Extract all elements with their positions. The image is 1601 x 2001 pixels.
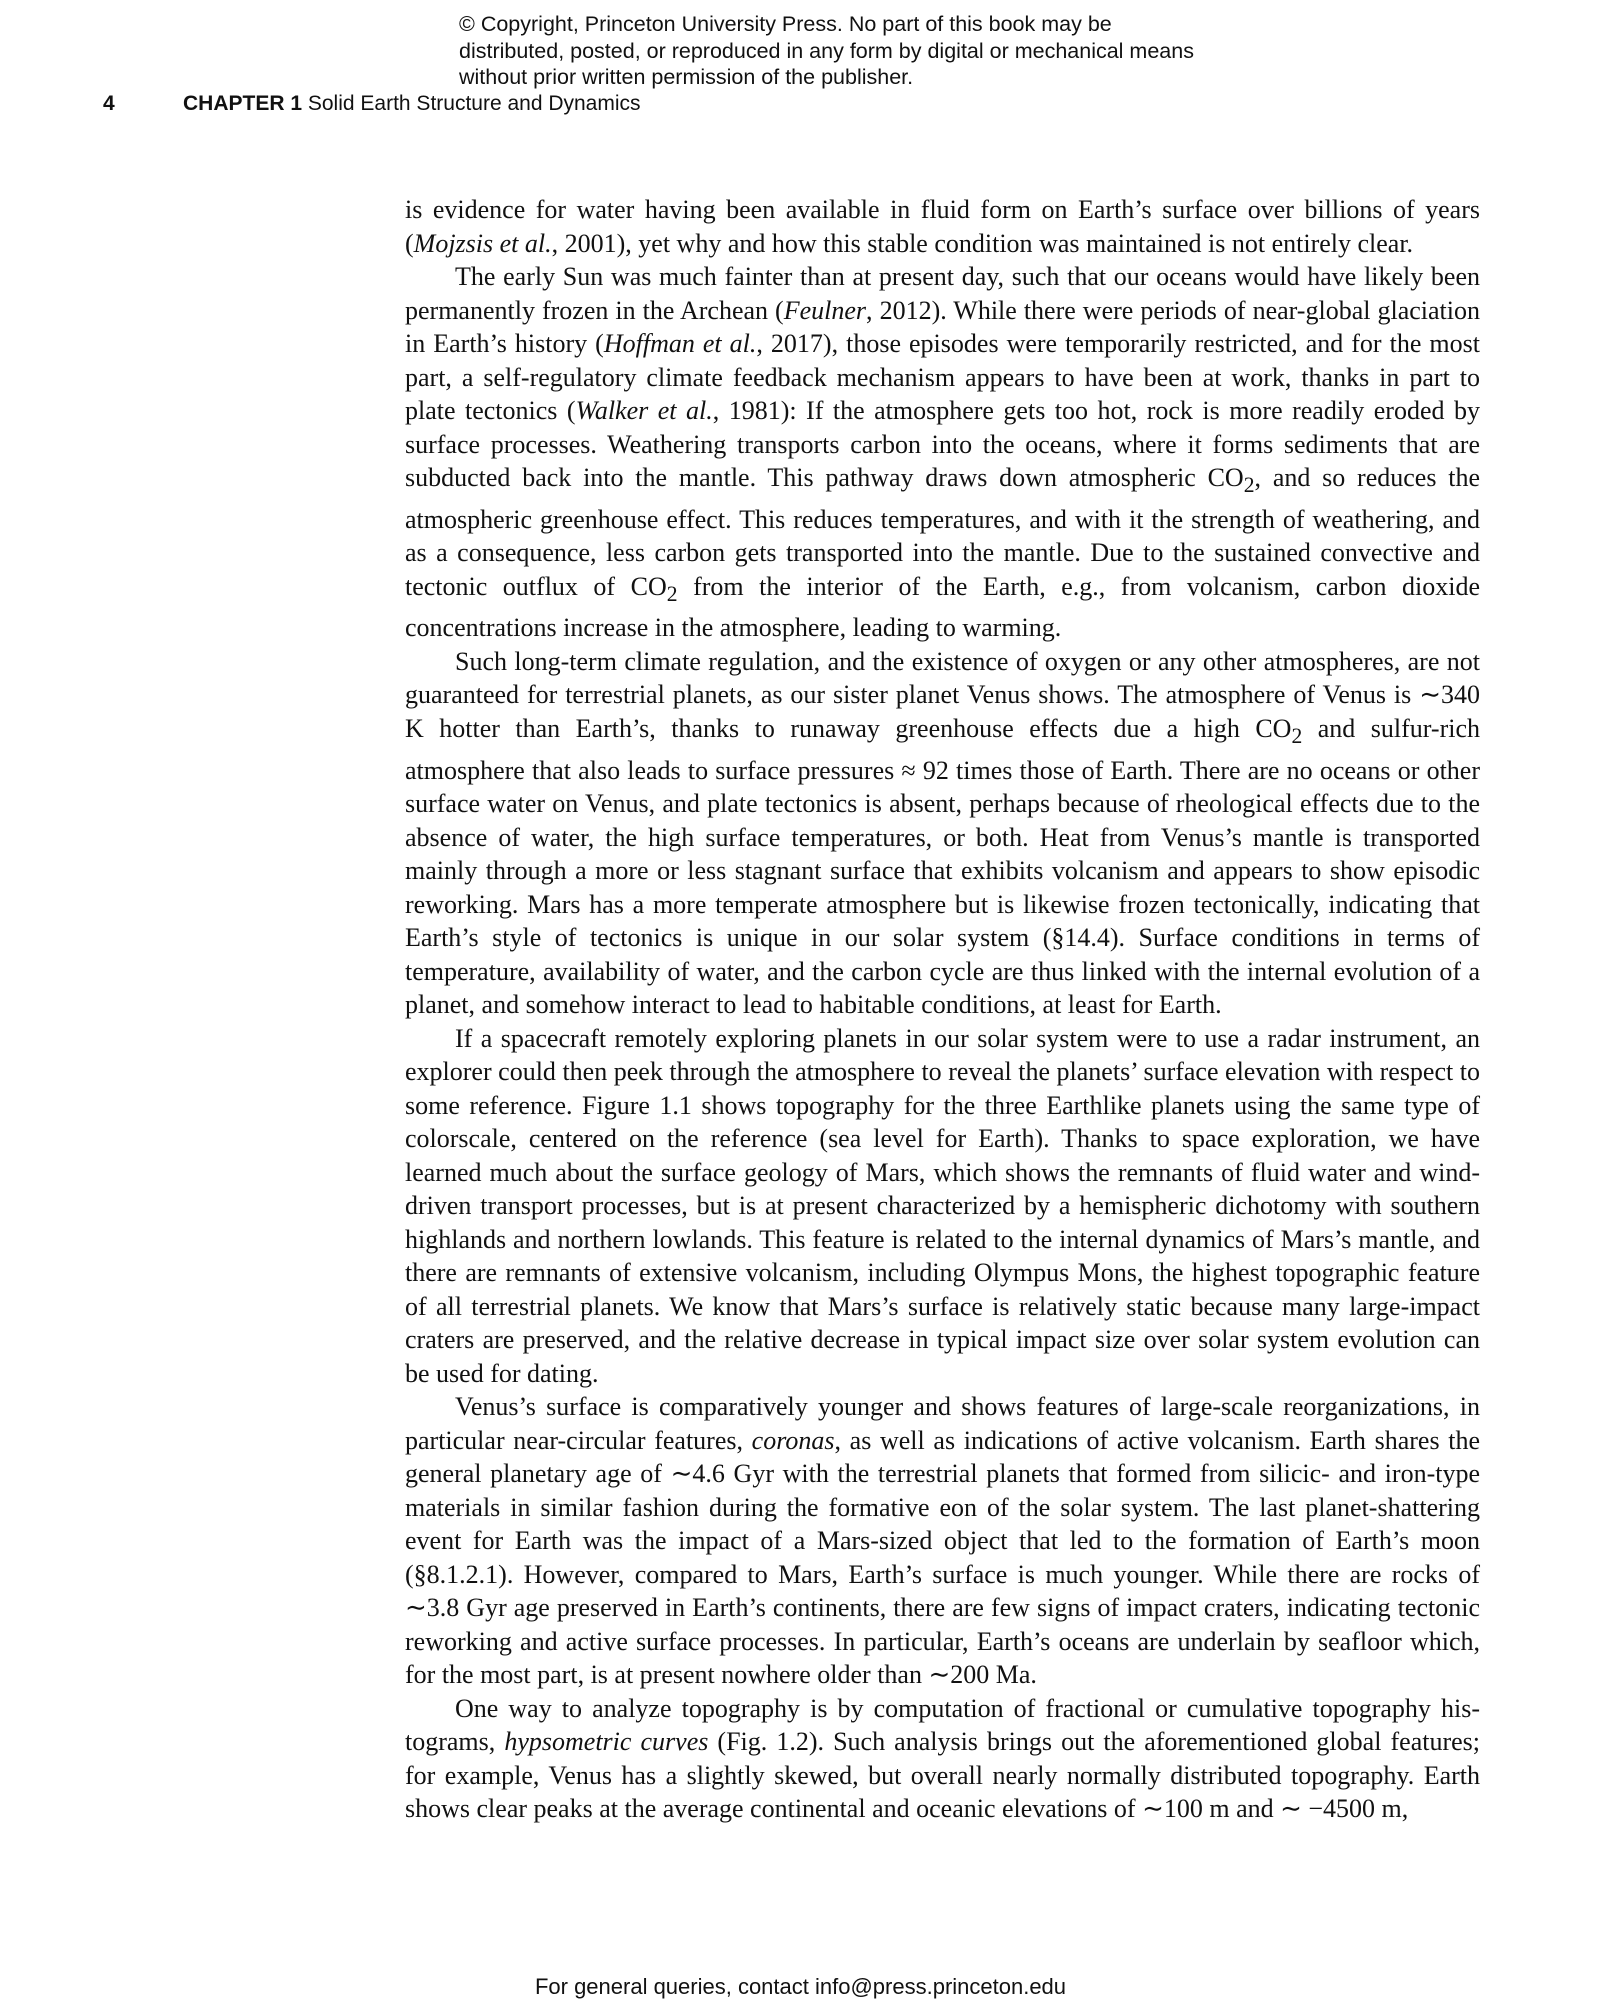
paragraph-6: One way to analyze topography is by computation of fractional or cumulative topography histograms, hypsometric curves (Fig. 1.2). Such analysis brings out the aforementioned global features; for example, Venus has a slightly skewed, but overall nearly normally distributed topography. Earth shows clear peaks at the average continental and oceanic elevations of ∼100 m and ∼ −4500 m, [405, 1693, 1481, 1824]
paragraph-1: is evidence for water having been available in fluid form on Earth’s surface over billions of years (Mojzsis et al., 2001), yet why and how this stable condition was maintained is not entirely clear. [405, 195, 1480, 258]
subscript: 2 [1243, 473, 1255, 498]
paragraph-2: The early Sun was much fainter than at present day, such that our oceans would have likely been permanently frozen in the Archean (Feulner, 2012). While there were periods of near-global glaciation in Earth’s history (Hoffman et al., 2017), those episodes were temporarily restricted, and for the most part, a self-regulatory climate feedback mechanism appears to have been at work, thanks in part to plate tectonics (Walker et al., 1981): If the atmosphere gets too hot, rock is more readily eroded by surface processes. Weathering transports carbon into the oceans, where it forms sediments that are subducted back into the mantle. This pathway draws down atmospheric $CO_2$, and so reduces the atmospheric greenhouse effect. This reduces temperatures, and with it the strength of weathering, and as a consequence, less carbon gets transported into the mantle. Due to the sustained convective and tectonic outflux of $CO_2$ from the interior of the Earth, e.g., from volcanism, carbon dioxide concentrations increase in the atmosphere, leading to warming. [405, 262, 1480, 643]
citation: Feulner [783, 295, 867, 325]
body-text [405, 193, 1480, 1826]
chapter-label: CHAPTER 1 [183, 92, 303, 115]
citation: Hoffman et al. [603, 329, 757, 358]
running-head [183, 91, 641, 117]
footer-contact: For general queries, contact info@press.princeton.edu [534, 1974, 1067, 1999]
paragraph-5: Venus’s surface is comparatively younger and shows features of large-scale reorganizations, in particular near-circular features, coronas, as well as indications of active volcanism. Earth shares the general planetary age of ∼4.6 Gyr with the terrestrial planets that formed from silicic- and iron-type materials in similar fashion during the formative eon of the solar system. The last planet-shattering event for Earth was the impact of a Mars-sized object that led to the formation of Earth’s moon (§8.1.2.1). However, compared to Mars, Earth’s surface is much younger. While there are rocks of ∼3.8 Gyr age preserved in Earth’s continents, there are few signs of impact craters, indicating tectonic reworking and active surface processes. In particular, Earth’s oceans are underlain by seafloor which, for the most part, is at present nowhere older than ∼200 Ma. [405, 1392, 1481, 1690]
emphasis: coronas [751, 1425, 835, 1455]
subscript: 2 [666, 581, 678, 606]
citation: Mojzsis et al. [413, 228, 552, 258]
page-number: 4 [103, 92, 115, 115]
paragraph-4: If a spacecraft remotely exploring planets in our solar system were to use a radar instrument, an explorer could then peek through the atmosphere to reveal the planets’ surface elevation with respect to some reference. Figure 1.1 shows topography for the three Earthlike planets using the same type of colorscale, centered on the reference (sea level for Earth). Thanks to space exploration, we have learned much about the surface geology of Mars, which shows the remnants of fluid water and wind-driven transport processes, but is at present characterized by a hemispheric dichotomy with southern highlands and northern lowlands. This feature is related to the internal dynamics of Mars’s mantle, and there are remnants of extensive volcanism, including Olympus Mons, the highest topographic feature of all terrestrial planets. We know that Mars’s surface is relatively static because many large-impact craters are preserved, and the relative decrease in typical impact size over solar system evolution can be used for dating. [405, 1023, 1480, 1388]
citation: Walker et al. [575, 396, 713, 425]
emphasis: hypsometric curves [504, 1727, 709, 1757]
copyright-notice: © Copyright, Princeton University Press. No part of this book may be distributed, posted, or reproduced in any form by digital or mechanical means without prior written permission of the publisher. [459, 12, 1194, 89]
chapter-title: Solid Earth Structure and Dynamics [307, 92, 641, 115]
paragraph-3: Such long-term climate regulation, and the existence of oxygen or any other atmospheres, are not guaranteed for terrestrial planets, as our sister planet Venus shows. The atmosphere of Venus is ∼340 K hotter than Earth’s, thanks to runaway greenhouse effects due a high $CO_2$ and sulfur-rich atmosphere that also leads to surface pressures ≈ 92 times those of Earth. There are no oceans or other surface water on Venus, and plate tectonics is absent, perhaps because of rheological effects due to the absence of water, the high surface temperatures, or both. Heat from Venus’s mantle is transported mainly through a more or less stagnant surface that exhibits volcanism and appears to show episodic reworking. Mars has a more temperate atmosphere but is likewise frozen tectonically, indicating that Earth’s style of tectonics is unique in our solar system (§14.4). Surface conditions in terms of temperature, availability of water, and the carbon cycle are thus linked with the internal evolution of a planet, and somehow interact to lead to habitable conditions, at least for Earth. [405, 646, 1480, 1020]
subscript: 2 [1291, 724, 1303, 749]
